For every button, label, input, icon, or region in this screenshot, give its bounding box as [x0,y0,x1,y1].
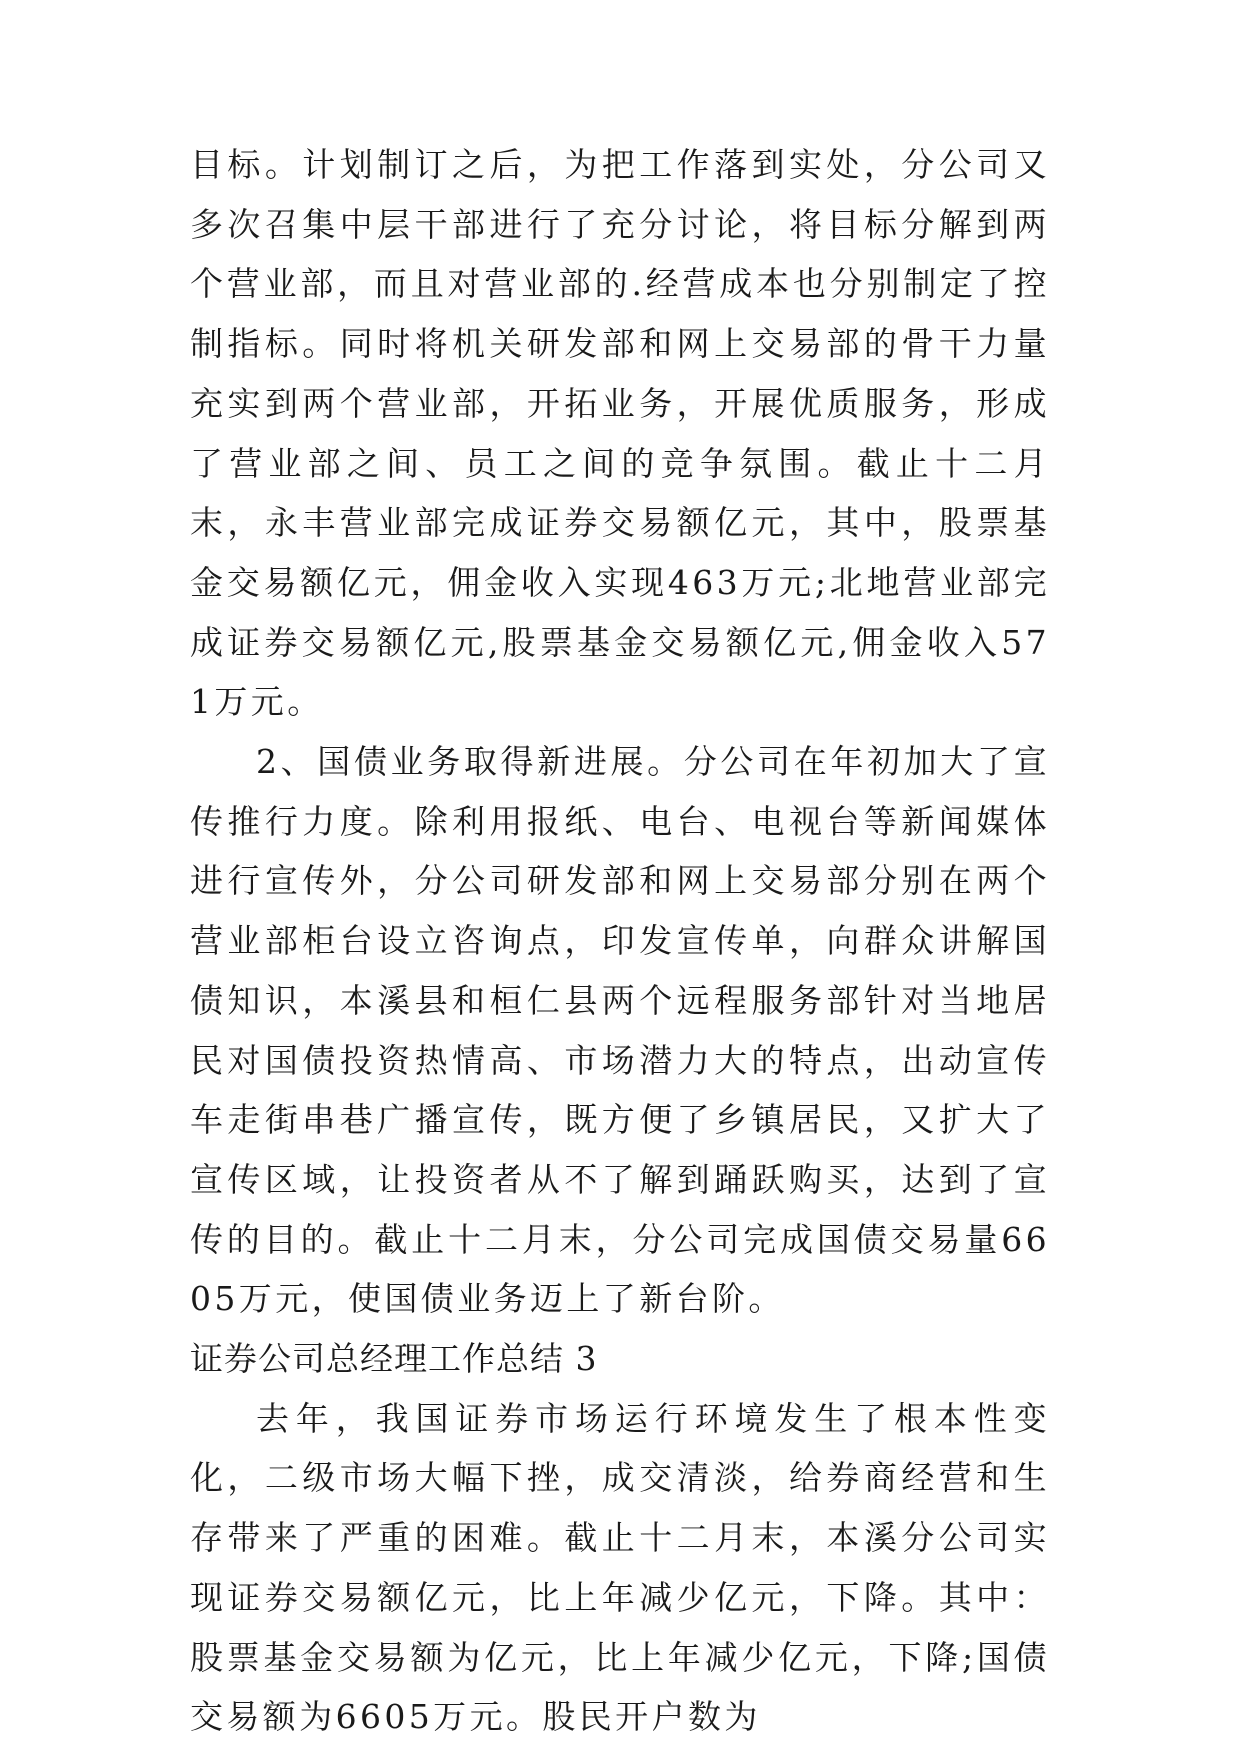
paragraph-treasury-bonds: 2、国债业务取得新进展。分公司在年初加大了宣传推行力度。除利用报纸、电台、电视台等新闻媒体进行宣传外，分公司研发部和网上交易部分别在两个营业部柜台设立咨询点，印发宣传单，向群众讲解国债知识，本溪县和桓仁县两个远程服务部针对当地居民对国债投资热情高、市场潜力大的特点，出动宣传车走街串巷广播宣传，既方便了乡镇居民，又扩大了宣传区域，让投资者从不了解到踊跃购买，达到了宣传的目的。截止十二月末，分公司完成国债交易量6605万元，使国债业务迈上了新台阶。 [190,742,1050,1319]
section-heading: 证券公司总经理工作总结 3 [190,1339,598,1379]
document-body [190,135,1050,1747]
paragraph-last-year: 去年，我国证券市场运行环境发生了根本性变化，二级市场大幅下挫，成交清淡，给券商经营和生存带来了严重的困难。截止十二月末，本溪分公司实现证券交易额亿元，比上年减少亿元，下降。其中：股票基金交易额为亿元，比上年减少亿元，下降;国债交易额为6605万元。股民开户数为 [190,1398,1050,1737]
paragraph-continued: 目标。计划制订之后，为把工作落到实处，分公司又多次召集中层干部进行了充分讨论，将目标分解到两个营业部，而且对营业部的.经营成本也分别制定了控制指标。同时将机关研发部和网上交易部的骨干力量充实到两个营业部，开拓业务，开展优质服务，形成了营业部之间、员工之间的竞争氛围。截止十二月末，永丰营业部完成证券交易额亿元，其中，股票基金交易额亿元，佣金收入实现463万元;北地营业部完成证券交易额亿元,股票基金交易额亿元,佣金收入571万元。 [190,145,1050,722]
